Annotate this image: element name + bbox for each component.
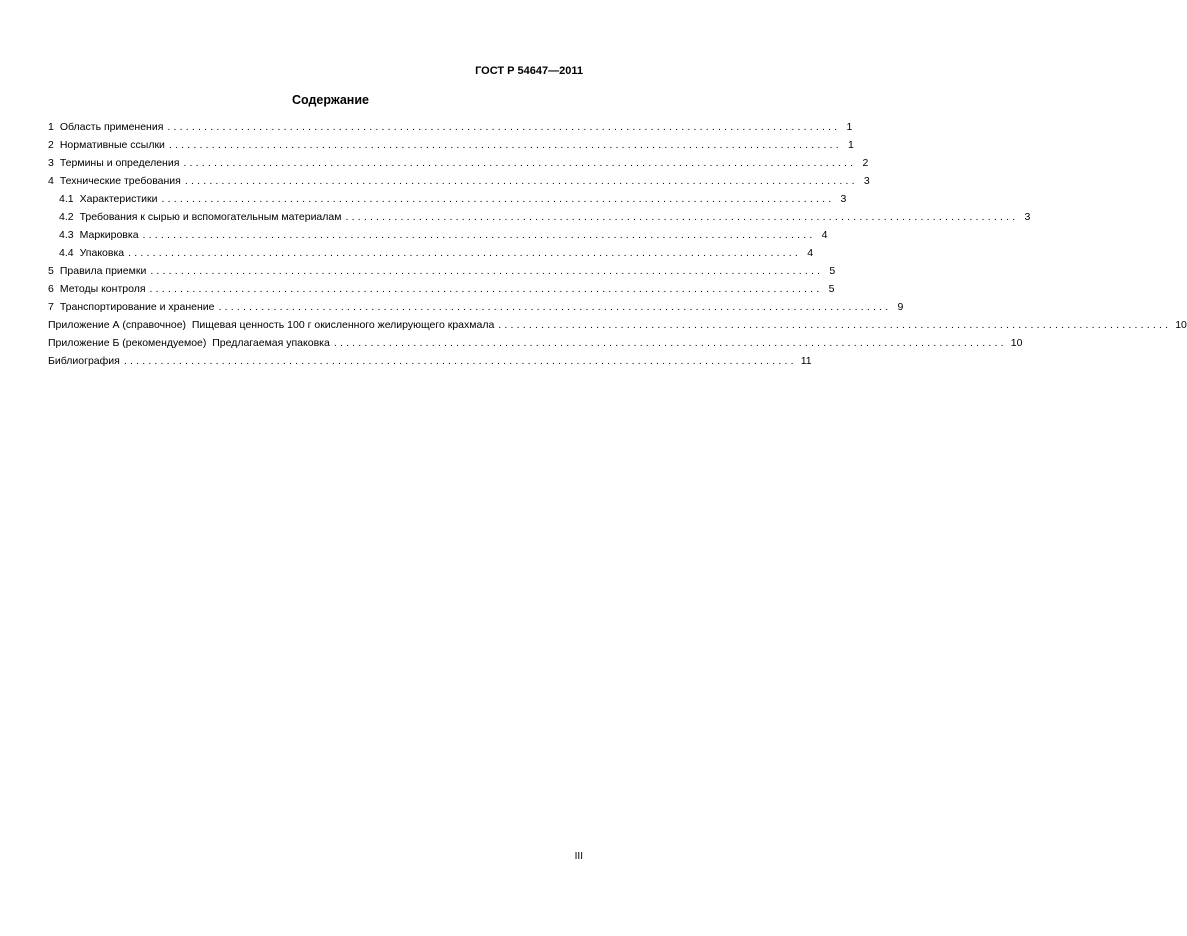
toc-entry-number: 1 bbox=[48, 121, 54, 133]
toc-entry-number: 4.1 bbox=[59, 193, 74, 205]
toc-leader: .............................................................................................................. bbox=[168, 139, 842, 151]
page-number: III bbox=[574, 851, 583, 862]
toc-entry-number: 6 bbox=[48, 283, 54, 295]
toc-entry-label: Нормативные ссылки bbox=[59, 139, 165, 151]
toc-subentry[interactable] bbox=[48, 247, 814, 265]
toc-leader: .............................................................................................................. bbox=[128, 247, 802, 259]
toc-entry-page: 5 bbox=[828, 283, 835, 295]
toc-entry[interactable] bbox=[48, 157, 869, 175]
toc-entry-label: Методы контроля bbox=[59, 283, 146, 295]
toc-entry-number: 4.3 bbox=[59, 229, 74, 241]
toc-leader: .............................................................................................................. bbox=[183, 157, 857, 169]
toc-subentry[interactable] bbox=[48, 229, 828, 247]
toc-leader: .............................................................................................................. bbox=[123, 355, 797, 367]
toc-leader: .............................................................................................................. bbox=[161, 193, 835, 205]
toc-entry-number: 4 bbox=[48, 175, 54, 187]
toc-entry-label: Характеристики bbox=[79, 193, 158, 205]
toc-entry-page: 9 bbox=[897, 301, 904, 313]
toc-entry-page: 4 bbox=[807, 247, 814, 259]
toc-entry-label: Транспортирование и хранение bbox=[59, 301, 215, 313]
toc-entry-page: 3 bbox=[840, 193, 847, 205]
toc-entry-label: Приложение Б (рекомендуемое) Предлагаемая упаковка bbox=[48, 337, 330, 349]
toc-leader: .............................................................................................................. bbox=[218, 301, 892, 313]
toc-entry-page: 1 bbox=[846, 121, 853, 133]
toc-leader: .............................................................................................................. bbox=[333, 337, 1007, 349]
toc-leader: .............................................................................................................. bbox=[142, 229, 816, 241]
toc-entry-number: 3 bbox=[48, 157, 54, 169]
toc-entry-label: Упаковка bbox=[79, 247, 125, 259]
table-of-contents bbox=[48, 121, 1187, 373]
toc-appendix-entry[interactable] bbox=[48, 337, 1023, 355]
toc-entry-label: Термины и определения bbox=[59, 157, 180, 169]
toc-entry-page: 11 bbox=[800, 355, 812, 367]
toc-entry-label: Маркировка bbox=[79, 229, 139, 241]
toc-entry-label: Требования к сырью и вспомогательным материалам bbox=[79, 211, 342, 223]
toc-entry-label: Область применения bbox=[59, 121, 164, 133]
toc-leader: .............................................................................................................. bbox=[167, 121, 841, 133]
toc-entry[interactable] bbox=[48, 265, 836, 283]
toc-entry-page: 4 bbox=[821, 229, 828, 241]
page-title: Содержание bbox=[291, 93, 369, 107]
toc-leader: .............................................................................................................. bbox=[184, 175, 858, 187]
toc-bibliography-entry[interactable] bbox=[48, 355, 812, 373]
toc-entry-number: 4.4 bbox=[59, 247, 74, 259]
toc-leader: .............................................................................................................. bbox=[149, 283, 823, 295]
toc-leader: .............................................................................................................. bbox=[150, 265, 824, 277]
toc-leader: .............................................................................................................. bbox=[498, 319, 1172, 331]
toc-subentry[interactable] bbox=[48, 193, 847, 211]
toc-entry-page: 1 bbox=[847, 139, 854, 151]
toc-entry-page: 5 bbox=[829, 265, 836, 277]
toc-entry-label: Библиография bbox=[48, 355, 120, 367]
toc-entry[interactable] bbox=[48, 301, 904, 319]
toc-entry[interactable] bbox=[48, 121, 853, 139]
toc-entry-page: 10 bbox=[1175, 319, 1187, 331]
toc-entry[interactable] bbox=[48, 139, 854, 157]
toc-appendix-entry[interactable] bbox=[48, 319, 1187, 337]
toc-leader: .............................................................................................................. bbox=[345, 211, 1019, 223]
toc-entry-number: 7 bbox=[48, 301, 54, 313]
toc-subentry[interactable] bbox=[48, 211, 1031, 229]
toc-entry-page: 2 bbox=[862, 157, 869, 169]
toc-entry-page: 3 bbox=[1024, 211, 1031, 223]
toc-entry-label: Приложение А (справочное) Пищевая ценность 100 г окисленного желирующего крахмала bbox=[48, 319, 495, 331]
toc-entry[interactable] bbox=[48, 175, 870, 193]
toc-entry-label: Технические требования bbox=[59, 175, 181, 187]
toc-entry-page: 3 bbox=[863, 175, 870, 187]
document-id: ГОСТ Р 54647—2011 bbox=[475, 65, 583, 77]
toc-entry-number: 4.2 bbox=[59, 211, 74, 223]
toc-entry[interactable] bbox=[48, 283, 835, 301]
toc-entry-number: 2 bbox=[48, 139, 54, 151]
toc-entry-page: 10 bbox=[1010, 337, 1023, 349]
toc-entry-number: 5 bbox=[48, 265, 54, 277]
toc-entry-label: Правила приемки bbox=[59, 265, 147, 277]
